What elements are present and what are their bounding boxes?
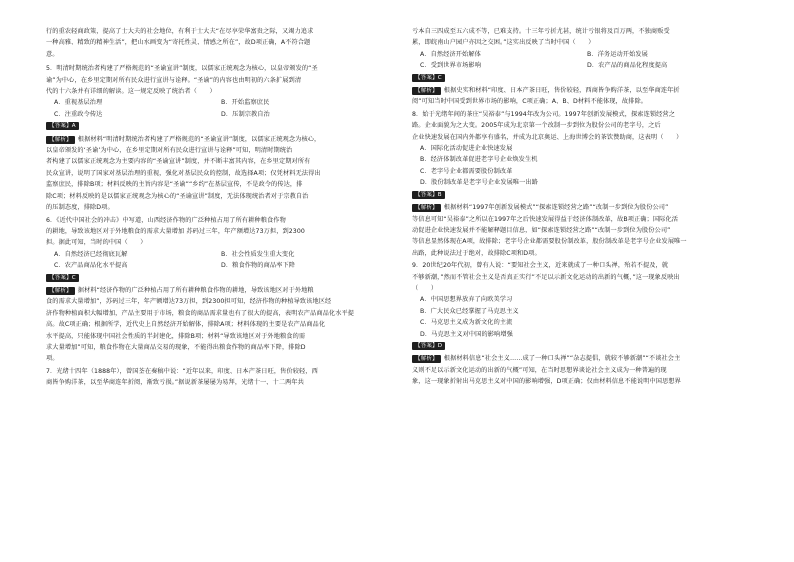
question-stem-line: 代的十六条并有详细的解读。这一规定反映了统治者（ ） xyxy=(46,88,216,96)
question-8 xyxy=(412,109,754,259)
option-b: B．社会性质发生重大变化 xyxy=(221,250,295,258)
question-stem-line: 的耕地，导致该地区对于外地粮食的需求大量增加 苏码过三年，年产额增达73万担，到2300 xyxy=(46,227,305,235)
text-line: 意。 xyxy=(46,50,59,58)
analysis-line: 求大量增加”可知，粮食作物在大量商品交易的现象，不能得出粮食作物的商品率下降，排除D xyxy=(46,343,306,351)
analysis-block xyxy=(46,134,388,214)
analysis-line: 的压制态度，排除D项。 xyxy=(46,204,114,212)
answer-badge: 【答案】B xyxy=(412,191,445,199)
analysis-badge: 【解析】 xyxy=(412,204,441,212)
option-b: B．开始监察庶民 xyxy=(221,99,270,107)
text-line: 一种高雅、精致的精神生活”，把山水画变为“寄托性灵、情感之所在”，故D项正确，A不符合题 xyxy=(46,39,311,47)
question-stem-line: 路。企业面貌为之大变。2005年成为北京第一个改制一步到位为股份公司的老字号，之后 xyxy=(412,122,661,130)
question-5 xyxy=(46,63,388,213)
question-stem-line: 9．20世纪20年代初，曾有人说：“要知社会主义，近来就成了一种口头禅，殆若不提及，就 xyxy=(412,262,669,270)
options-grid xyxy=(54,249,388,272)
option-b: B．广大民众已经掌握了马克思主义 xyxy=(420,307,519,315)
option-c: C．农产品商品化水平提高 xyxy=(54,262,128,270)
analysis-block xyxy=(412,353,754,387)
analysis-badge: 【解析】 xyxy=(412,87,441,95)
analysis-badge: 【解析】 xyxy=(412,355,441,363)
question-stem-line: （ ） xyxy=(412,284,438,292)
options-grid xyxy=(420,49,754,72)
question-9 xyxy=(412,260,754,387)
analysis-line: 根据材料“明清时期统治者构建了严格规范的“圣谕宣讲”制度，以儒家正统观念为核心， xyxy=(77,135,321,143)
analysis-line: 出路，此种说法过于绝对，故排除C项和D项。 xyxy=(412,249,541,257)
analysis-line: 民众宣讲，说明了国家对基层治理的重视，强化对基层民众的控制，故选择A项；仅凭材料无法得出 xyxy=(46,169,321,177)
question-7-continued xyxy=(412,26,754,108)
question-stem-line: 企业快速发展在国内外都享有盛名，并成为北京奥运、上海世博会的茶饮赞助商，这表明（ ） xyxy=(412,133,683,141)
analysis-line: 者构建了以儒家正统观念为主要内容的“圣谕宣讲”制度，并不断丰富其内容，在乡里定期对所有 xyxy=(46,158,311,166)
answer-badge: 【答案】C xyxy=(46,274,79,282)
analysis-line: 除C项；材料反映的是以儒家正统观念为核心的“圣谕宣讲”制度，无法体现统治者对于宗教自治 xyxy=(46,192,309,200)
option-c: C．老字号企业都需要股份制改革 xyxy=(420,167,513,175)
option-b: B．经济体制改革促进老字号企业焕发生机 xyxy=(420,156,538,164)
analysis-line: 水平提高，只能体现中国社会性质的半封建化，排除B项；材料“导致该地区对于外地粮食的需 xyxy=(46,332,306,340)
option-d: D．压制宗教自治 xyxy=(221,110,270,118)
left-column xyxy=(46,26,388,389)
question-stem-line: 不够新潮，”然而不管社会主义是否真正实行”不足以示新文化运动的出新的气概，”这一现象反映出 xyxy=(412,273,680,281)
question-stem-line: 7．光绪十四年（1888年），曾国荃在奏稿中说：“近年以来，印度、日本产茶日旺，售价较轻，西 xyxy=(46,367,318,375)
analysis-line: 监察庶民，排除B项；材料反映的主旨内容是“圣谕”“乡约”在基层宣传，不是政令的传达，排 xyxy=(46,181,303,189)
analysis-badge: 【解析】 xyxy=(46,136,75,144)
analysis-line: 阅”可知当时中国受到世界市场的影响，C项正确；A、B、D材料不能体现，故排除。 xyxy=(412,98,648,106)
right-column xyxy=(412,26,754,388)
option-a: A．自然经济已经彻底瓦解 xyxy=(54,250,128,258)
option-d: D．粮食作物的商品率下降 xyxy=(221,262,296,270)
option-c: C．注重政令传达 xyxy=(54,110,103,118)
question-stem-line: 累，即皖南山户园户亦因之交困。”这实出反映了当时中国（ ） xyxy=(412,39,595,47)
option-c: C．受到世界市场影响 xyxy=(420,62,482,70)
analysis-block xyxy=(412,202,754,259)
analysis-block xyxy=(412,85,754,108)
analysis-line: 以皇帝颁发的‘圣谕’为中心，在乡里定期对所有民众进行宣讲与诠释”可知，明清时期统治 xyxy=(46,147,293,155)
answer-badge: 【答案】A xyxy=(46,122,79,130)
answer-badge: 【答案】D xyxy=(412,342,445,350)
analysis-line: 项。 xyxy=(46,355,59,363)
text-line: 行的重农轻商政策，提高了士大夫的社会地位，有利于士大夫“在尽享荣华富贵之际，又竭力追求 xyxy=(46,28,314,35)
question-stem-line: 商皆争购洋茶，以至华商连年折阅，渐致亏损。”据说新茶屡屡为易拜，光绪十一、十二两年共 xyxy=(46,379,304,387)
analysis-line: 据材料“经济作物的广泛种植占用了所有耕种粮食作物的耕地，导致该地区对于外地粮 xyxy=(77,286,314,294)
option-a: A．自然经济开始解体 xyxy=(420,50,481,58)
option-b: B．洋务运动开始发展 xyxy=(587,50,648,58)
analysis-line: 义则不足以示新文化运动的出新的气概”可知，在当时思想界谈论社会主义成为一种普遍的现 xyxy=(412,366,667,374)
answer-badge: 【答案】C xyxy=(412,74,445,82)
question-7 xyxy=(46,366,388,389)
question-6 xyxy=(46,215,388,365)
option-c: C．马克思主义成为新文化的主流 xyxy=(420,319,513,327)
option-d: D．农产品的商品化程度提高 xyxy=(587,62,668,70)
options-list xyxy=(420,294,754,340)
option-a: A．中国思想界放弃了向欧美学习 xyxy=(420,296,513,304)
option-d: D．马克思主义对中国的影响增强 xyxy=(420,330,513,338)
option-d: D．股份制改革是老字号企业发展唯一出路 xyxy=(420,179,539,187)
question-stem-line: 5．明清时期统治者构建了严格规范的“圣谕宣讲”制度，以儒家正统观念为核心，以皇帝颁发的“圣 xyxy=(46,65,318,73)
question-stem-line: 亏本自三四成至五六成不等，已难支持。十三年亏折尤甚，统计亏银将及百万两，不独商贩受 xyxy=(412,28,670,35)
analysis-line: 动促进企业快速发展并不能解释题目信息，如“探索连锁经营之路”“改制一步到位为股份公司” xyxy=(412,226,671,234)
intro-paragraph xyxy=(46,26,388,60)
analysis-block xyxy=(46,285,388,365)
analysis-line: 根据史实和材料“印度、日本产茶日旺，售价较轻，西商皆争购洋茶，以至华商连年折 xyxy=(443,87,680,95)
analysis-line: 象，这一现象折射出马克思主义对中国的影响增强，D项正确；仅由材料信息不能说明中国思想界 xyxy=(412,378,681,386)
options-list xyxy=(420,143,754,189)
analysis-line: 根据材料信息“社会主义……成了一种口头禅”“杂志提倡，就较不够新潮”“不谈社会主 xyxy=(443,355,681,363)
option-a: A．国际化活动促进企业快速发展 xyxy=(420,145,513,153)
analysis-line: 济作物种植面积大幅增加，产品主要用于市场，粮食的商品需求量也有了很大的提高，表明农产品商品化水平提 xyxy=(46,309,355,317)
analysis-badge: 【解析】 xyxy=(46,287,75,295)
analysis-line: 等信息可知“吴裕泰”之所以在1997年之后快速发展得益于经济体制改革，故B项正确；国际化活 xyxy=(412,215,679,223)
question-stem-line: 6．《近代中国社会的冲击》中写道，山西经济作物的广泛种植占用了所有耕种粮食作物 xyxy=(46,216,286,224)
analysis-line: 高。故C项正确；根据所学，近代史上自然经济开始解体，排除A项；材料体现的主要是农产品商品化 xyxy=(46,321,326,329)
analysis-line: 根据材料“1997年创新发展模式”“探索连锁经营之路”“改制一步到位为股份公司” xyxy=(443,204,669,212)
analysis-line: 食的需求大量增加”，苏码过三年，年产额增达73万担，到2300担可知，经济作物的种植导致该地区经 xyxy=(46,298,332,306)
options-grid xyxy=(54,97,388,120)
option-a: A．重视基层治理 xyxy=(54,99,103,107)
question-stem-line: 谕”为中心，在乡里定期对所有民众进行宣讲与诠释。“圣谕”的内容也由明初的六条扩展到清 xyxy=(46,76,302,84)
analysis-line: 等信息显然体现在A项，故排除；老字号企业都需要股份制改革，股份制改革是老字号企业发展唯一 xyxy=(412,238,687,246)
question-stem-line: 8．始于光绪年间的茶庄“吴裕泰”与1994年改为公司。1997年创新发展模式，探索连锁经营之 xyxy=(412,110,676,118)
question-stem-line: 担。据此可知，当时的中国（ ） xyxy=(46,239,147,247)
